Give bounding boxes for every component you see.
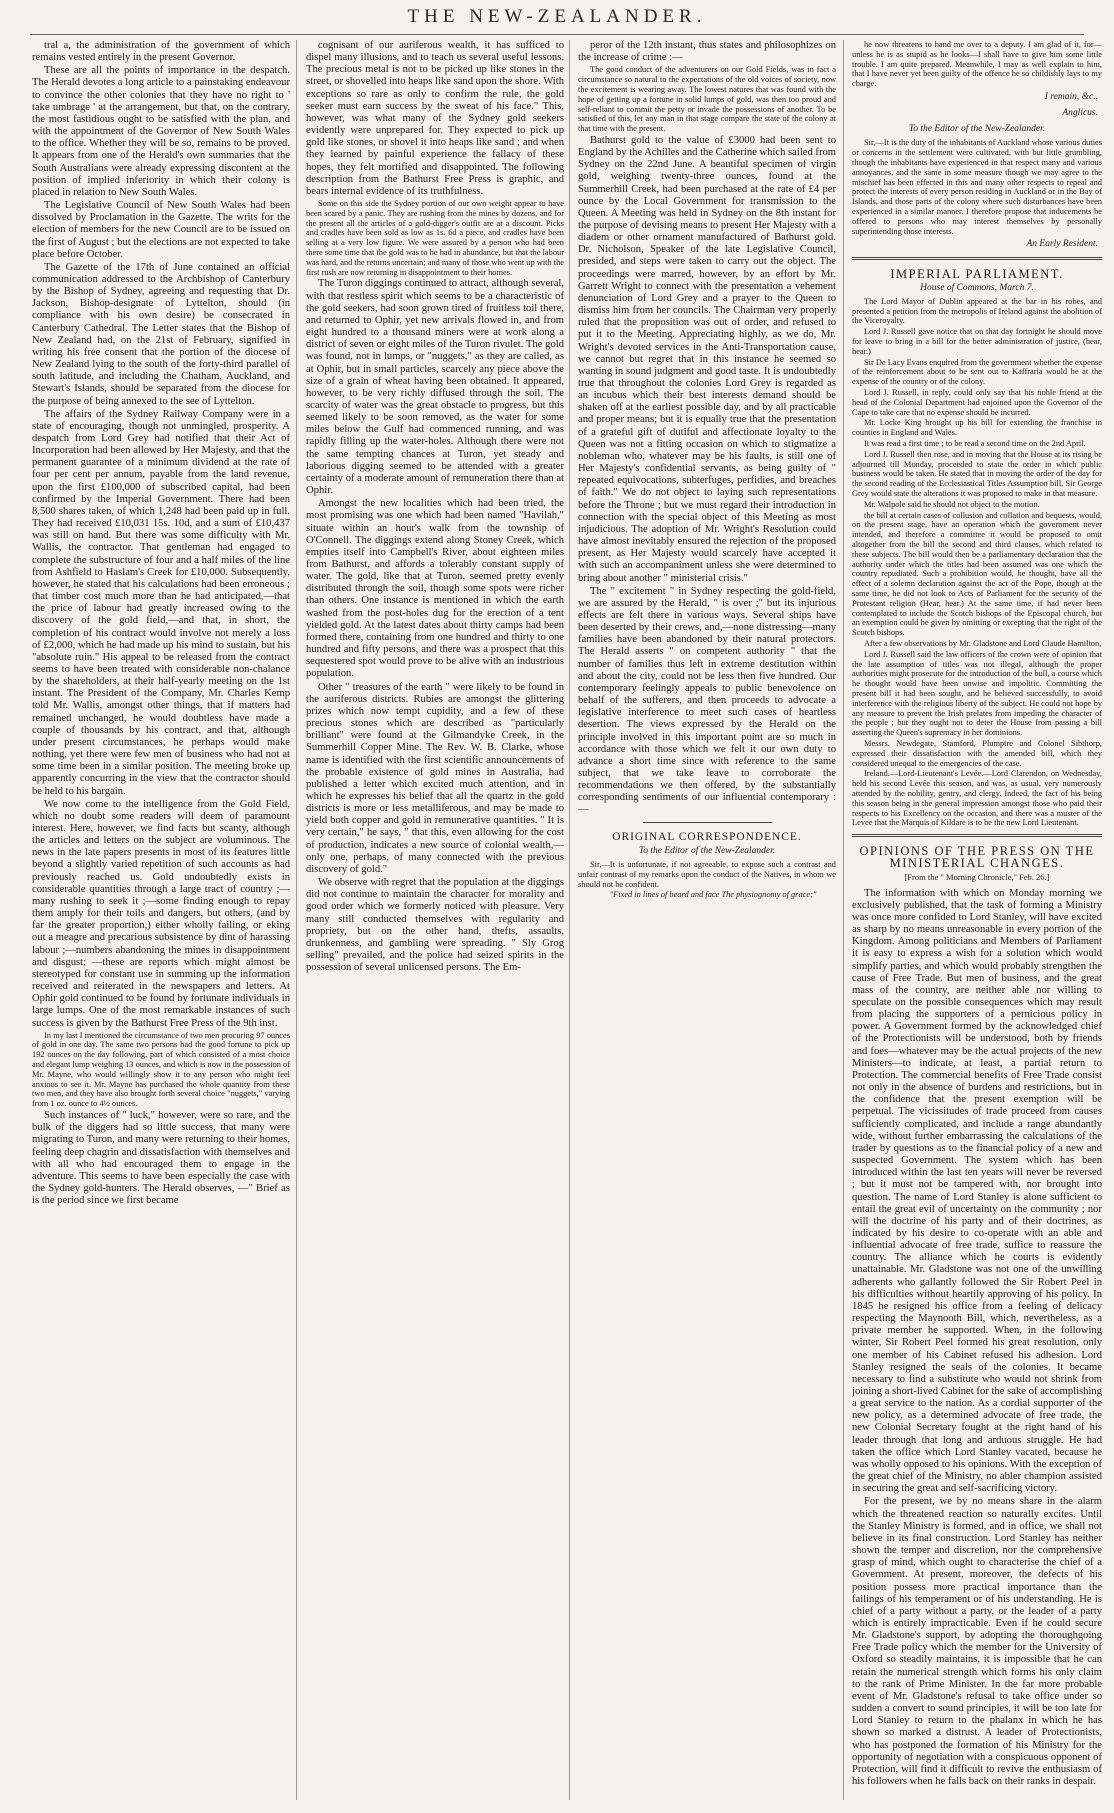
paragraph: Lord J. Russell said the law officers of the crown were of opinion that the late assumption of titles was not illegal, although the proper authorities might prosecute for the introduction of the bull, a course which he thought would have been unwise and impolitic. Committing the present bill it had been sought, and he believed successfully, to avoid interference with the religious liberty of the subject. He could not hope by any measure to prevent the Irish prelates from impeding the character of the people ; but they ought not to deter the House from passing a bill asserting the Queen's supremacy in her dominions.	[852, 649, 1102, 738]
correspondence-address: To the Editor of the New-Zealander.	[638, 845, 776, 856]
paragraph: We observe with regret that the population at the diggings did not continue to maintain the character for morality and good order which we formerly noticed with pleasure. Very many still conducted themselves with regularity and propriety, but on the other hand, thefts, assaults, drunkenness, and gambling were spreading. " Sly Grog selling" prevailed, and the police had seized spirits in the possession of several unlicensed persons. The Em-	[306, 877, 564, 974]
masthead: THE NEW-ZEALANDER.	[407, 6, 707, 27]
quoted-extract: The good conduct of the adventurers on our Gold Fields, was in fact a circumstance so natural to the expectations of the old voices of society, now the excitement is wearing away. The lowest natures that was found with the hope of getting up a fortune in solid lumps of gold, was then too proud and self-reliant to commit the petty or invade the possessions of another. To be satisfied of this, let any man in that stage compare the state of the colony at that time with the present.	[578, 65, 836, 134]
column-3	[578, 40, 836, 1800]
paragraph: For the present, we by no means share in the alarm which the threatened reaction so naturally excites. Until the Stanley Ministry is formed, and in office, we shall not believe in its final construction. Lord Stanley has neither shown the temper and discretion, nor the comprehensive grasp of mind, which ought to characterise the chief of a Government. At present, moreover, the defects of his position possess more practical importance than the failings of his temperament or of his understanding. He is chief of a party without a party, or the leader of a party which is entirely impracticable. Even if he could secure Mr. Gladstone's support, by adopting the thoroughgoing Free Trade policy which the member for the University of Oxford so steadily maintains, it is impossible that he can retain the numerical strength which forms his only claim to the rank of Prime Minister. In the far more probable event of Mr. Gladstone's refusal to take office under so sudden a convert to sound principles, it will be too late for Lord Stanley to return to the phalanx in which he has shown so marked a distrust. A leader of Protectionists, who has postponed the formation of his Ministry for the opportunity of negotiation with a conspicuous opponent of Protection, will find it difficult to revive the enthusiasm of his followers when he falls back on their ranks in despair.	[852, 1496, 1102, 1787]
column-1	[32, 40, 290, 1800]
paragraph: Lord J. Russell gave notice that on that day fortnight he should move for leave to bring in a bill for the better administration of justice, (hear, hear.)	[852, 327, 1102, 356]
letter-paragraph: Sir,—It is the duty of the inhabitants of Auckland whose various duties or concerns in the settlement were cultivated, with but little grumbling, though the inhabitants have experienced in that respect many and various annoyances, and the same in some measure though we may agree to the mischief has been effected in this and many other respects to repeal and protect the interests of every person residing in Auckland or in the Bay of Islands, and those parts of the colony where such disturbances have been experienced in a similar manner. I therefore propose that inducements be offered to persons who may interest themselves by personally superintending those interests.	[852, 138, 1102, 236]
paragraph: The Lord Mayor of Dublin appeared at the bar in his robes, and presented a petition from the metropolis of Ireland against the abolition of the Viceroyalty.	[852, 296, 1102, 326]
correspondence-quote: "Fixed in lines of beard and face The physiognomy of grace;"	[609, 890, 817, 900]
paragraph: The information with which on Monday morning we exclusively published, that the task of forming a Ministry was once more confided to Lord Stanley, will have excited as sharp by no means unreasonable in every portion of the Kingdom. Among politicians and Members of Parliament it is easy to express a wish for a solution which would simplify parties, and which would probably strengthen the cause of Free Trade. But men of business, and the great mass of the country, are neither able nor willing to speculate on the possible consequences which may result from placing the supporters of a pernicious policy in power. A Government formed by the acknowledged chief of the Protectionists will be understood, both by friends and foes—whatever may be the actual projects of the new Ministers—to indicate, at least, a partial return to Protection. The commercial benefits of Free Trade consist not only in the absence of burdens and restrictions, but in the confidence that the present exemption will be perpetual. The vicissitudes of trade proceed from causes sufficiently complicated, and include a range abundantly wide, without further embarrassing the calculations of the trader by questions as to the financial policy of a new and suspected Government. The system which has been introduced within the last ten years will never be reversed ; but it must not be tampered with, nor brought into question. The name of Lord Stanley is alone sufficient to entail the great evil of uncertainty on the community ; nor will the doctrine of his party and of their doctrines, as indicated by his desire to co-operate with an able and influential advocate of free trade, suffice to reassure the country. The alliance which he courts is evidently unattainable. Mr. Gladstone was not one of the unwilling adherents who gallantly followed the Sir Robert Peel in his difficulties without heartily approving of his policy. In 1845 he resigned his office from a feeling of delicacy respecting the Maynooth Bill, which, nevertheless, as a private member he supported. When, in the following winter, Sir Robert Peel formed his great resolution, only one member of his Cabinet refused his adhesion. Lord Stanley resigned the seals of the colonies. It became necessary to find a substitute who would not shrink from joining a short-lived Cabinet for the sake of accomplishing a great service to the nation. As a cordial supporter of the new policy, as a determined advocate of free trade, the new Colonial Secretary fought at the right hand of his leader through that long and arduous struggle. He had taken the office which Lord Stanley vacated, because he was wholly opposed to his opinions. With the exception of the great chief of the Ministry, no abler champion assisted in securing the great and self-sacrificing victory.	[852, 887, 1102, 1495]
column-divider	[569, 40, 570, 1800]
section-rule	[852, 257, 1102, 260]
paragraph: Mr. Walpole said he should not object to the motion.	[864, 499, 1040, 509]
column-divider	[843, 40, 844, 1800]
letter-address: To the Editor of the New-Zealander.	[908, 124, 1046, 135]
paragraph: Lord J. Russell, in reply, could only say that his noble friend at the head of the Colonial Department had enjoined upon the Governor of the Cape to take care that no expense should be incurred.	[852, 388, 1102, 417]
column-4	[852, 40, 1102, 1800]
paragraph: These are all the points of importance in the despatch. The Herald devotes a long article to a painstaking endeavour to convince the other colonies that they have no right to ' take umbrage ' at the arrangement, but that, on the contrary, the most fastidious ought to be satisfied with the plan, and with the appointment of the Governor of New South Wales to the office. Whether they will be so, remains to be proved. It appears from one of the Herald's own summaries that the South Australians were already expressing discontent at the position of implied inferiority in which their colony is placed in relation to New South Wales.	[32, 65, 290, 198]
section-rule	[643, 822, 772, 823]
opinions-source: [From the " Morning Chronicle," Feb. 26.]	[904, 872, 1050, 883]
paragraph: Lord J. Russell then rose, and in moving that the House at its rising be adjourned till Monday, proceeded to state the order in which public business would be taken. He stated that in moving the order of the day for the second reading of the Ecclesiastical Titles Assumption bill, Sir George Grey would state the alterations it was proposed to make in that measure.	[852, 449, 1102, 499]
paragraph: tral a, the administration of the government of which remains vested entirely in the present Governor.	[32, 40, 290, 64]
correspondence-heading: ORIGINAL CORRESPONDENCE.	[612, 830, 802, 843]
opinions-heading: OPINIONS OF THE PRESS ON THE MINISTERIAL CHANGES.	[859, 844, 1095, 871]
paragraph: Sir De Lacy Evans enquired from the government whether the expense of the reinforcement about to be sent out to Kaffraria would be at the expense of the country or of the colony.	[852, 357, 1102, 387]
paragraph: We now come to the intelligence from the Gold Field, which no doubt some readers will deem of paramount interest. Here, however, we find facts but scanty, although the articles and letters on the subject are voluminous. The news in the late papers presents in most of its features little beyond a slightly varied repetition of such accounts as had previously reached us. Gold undoubtedly exists in considerable quantities through a large tract of country ;—many rushing to seek it ;—some finding enough to repay them amply for their toils and dangers, but others, (and by far the greater proportion,) either wholly failing, or eking out a meagre and precarious subsistence by dint of harassing labour ;—numbers abandoning the mines in disappointment and disgust; —these are reports which might almost be stereotyped for constant use in summing up the information received and reiterated in the newspapers and letters. At Ophir gold continued to be found by fortunate individuals in large lumps. One of the most remarkable instances of such success is given by the Bathurst Free Press of the 9th inst.	[32, 798, 290, 1029]
letter-paragraph: he now threatens to hand me over to a deputy. I am glad of it, for—unless he is as stupid as he looks—I shall have to give him some little trouble. I am quite prepared. Meanwhile, I may as well explain to him, that I have never yet been guilty of the offence he so childishly lays to my charge.	[852, 40, 1102, 89]
paragraph: The Turon diggings continued to attract, although several, with that restless spirit which seems to be a characteristic of the gold seekers, had soon grown tired of fruitless toil there, and returned to Ophir, yet new arrivals flowed in, and from eight hundred to a thousand miners were at work along a district of seven or eight miles of the Turon rivulet. The gold was found, not in lumps, or "nuggets," as they are called, as at Ophir, but in small particles, scarcely any piece above the size of a grain of wheat having been obtained. It appeared, however, to be very richly diffused through the soil. The scarcity of water was the great obstacle to progress, but this seemed likely to be soon removed, as the water for some miles below the Gulf had commenced running, and was rapidly filling up the water-holes. Although there were not the same tempting chances at Turon, yet steady and laborious digging seemed to be attended with a greater certainty of a moderate amount of remuneration there than at Ophir.	[306, 278, 564, 497]
paragraph: It was read a first time ; to be read a second time on the 2nd April.	[864, 439, 1086, 449]
letter-signature: Anglicus.	[1062, 108, 1098, 119]
paragraph: Other " treasures of the earth " were likely to be found in the auriferous districts. Rubies are amongst the glittering prizes which now tempt cupidity, and a few of these precious stones which are described as "particularly brilliant" were found at the Gilmandyke Creek, in the Summerhill Copper Mine. The Rev. W. B. Clarke, whose name is identified with the first scientific announcements of the probable existence of gold mines in Australia, had published a letter which excited much attention, and in which he expresses his belief that all the quartz in the gold districts is more or less metalliferous, and may be made to yield both copper and gold in remunerative quantities. " It is very certain," he says, " that this, even allowing for the cost of production, indicates a new source of colonial wealth,—only one, perhaps, of many connected with the previous discovery of gold."	[306, 681, 564, 875]
section-rule	[852, 834, 1102, 837]
imperial-heading: IMPERIAL PARLIAMENT.	[890, 266, 1064, 281]
masthead-rule	[30, 34, 1084, 35]
paragraph: Messrs. Newdegate, Stamford, Plumptre and Colonel Sibthorp, expressed their dissatisfaction with the amended bill, which they considered unequal to the emergencies of the case.	[852, 738, 1102, 768]
paragraph: After a few observations by Mr. Gladstone and Lord Claude Hamilton,	[864, 638, 1102, 648]
letter-signature: An Early Resident.	[1026, 239, 1098, 250]
quoted-extract: In my last I mentioned the circumstance of two men procuring 97 ounces of gold in one day. The same two persons had the good fortune to pick up 192 ounces on the day following, part of which consisted of a most choice and elegant lump weighing 13 ounces, and which is now in the possession of Mr. Mayne, who would willingly show it to any person who might feel anxious to see it. Mr. Mayne has purchased the whole quantity from these two men, and they have also brought forth several choice "nuggets," varying from 1 oz. ounce to 4½ ounces.	[32, 1030, 290, 1109]
letter-closing: I remain, &c.,	[1044, 91, 1098, 102]
paragraph: Bathurst gold to the value of £3000 had been sent to England by the Achilles and the Catherine which sailed from Sydney on the 22nd June. A beautiful specimen of virgin gold, weighing twenty-three ounces, found at the Summerhill Creek, had been purchased at the rate of £4 per ounce by the Local Government for transmission to the Queen. A Meeting was held in Sydney on the 8th instant for the purpose of devising means to present Her Majesty with a diadem or other ornament manufactured of Bathurst gold. Dr. Nicholson, Speaker of the late Legislative Council, presided, and steps were taken to carry out the object. The proceedings were marred, however, by an effort by Mr. Garrett Wright to connect with the presentation a vehement denunciation of Lord Grey and a prayer to the Queen to dismiss him from her councils. The Chairman very properly ruled that the proposition was out of order, and refused to put it to the Meeting. Appreciating highly, as we do, Mr. Wright's devoted services in the Anti-Transportation cause, we cannot but regret that in this instance he seemed so wanting in sound judgment and good taste. It is undoubtedly true that throughout the colonies Lord Grey is regarded as an incubus which their best interests demand should be shaken off at the earliest possible day, and by all practicable and proper means; but it is equally true that the presentation of a grateful gift of dutiful and affectionate loyalty to the Queen was not a fitting occasion on which to stigmatize a nobleman who, whatever may be his faults, is still one of Her Majesty's confidential servants, as being guilty of " repeated equivocations, subterfuges, perfidies, and breaches of faith." We do not object to laying such representations before the Throne ; but we must regard their introduction in connection with the special object of this Meeting as most injudicious. The adoption of Mr. Wright's Resolution could have almost inevitably ensured the rejection of the proposed present, as Her Majesty would scarcely have accepted it with such an accompaniment unless she were determined to bring about another " ministerial crisis."	[578, 134, 836, 584]
paragraph: cognisant of our auriferous wealth, it has sufficed to dispel many illusions, and to teach us several useful lessons. The precious metal is not to be picked up like stones in the street, or shovelled into heaps like sand upon the shore. With exceptions so rare as only to confirm the rule, the gold seeker must earn success by the sweat of his face." This, however, was what many of the Sydney gold seekers evidently were unprepared for. They expected to pick up gold like stones, or shovel it into heaps like sand ; and when they learned by painful experience the fallacy of these hopes, they felt mortified and disappointed. The following description from the Bathurst Free Press is graphic, and bears internal evidence of its truthfulness.	[306, 40, 564, 197]
column-2	[306, 40, 564, 1800]
paragraph: The affairs of the Sydney Railway Company were in a state of encouraging, though not unmingled, prosperity. A despatch from Lord Grey had notified that their Act of Incorporation had been allowed by Her Majesty, and that the permanent guarantee of a minimum dividend at the rate of four per cent per annum, payable from the land revenue, upon the first £100,000 of subscribed capital, had been confirmed by the Imperial Government. There had been 8,500 shares taken, of which 1,248 had been paid up in full. They had received £10,031 15s. 10d, and a sum of £10,437 was still on hand. But there was some difficulty with Mr. Wallis, the contractor. That gentleman had engaged to complete the substructure of four and a half miles of the line from Ashfield to Haslam's Creek for £10,000. Subsequently, however, he stated that his calculations had been erroneous ; that timber cost much more than he had anticipated,—that the price of labour had greatly increased owing to the discovery of the gold field,—and that, in short, the completion of his contract would involve not merely a loss of £2,000, which he had made up his mind to sustain, but his "absolute ruin." His appeal to be released from the contract seems to have been treated with considerable non-chalance by the shareholders, at their half-yearly meeting on the 1st instant. The President of the Company, Mr. Charles Kemp told Mr. Wallis, amongst other things, that if matters had remained unchanged, he would doubtless have made a couple of thousands by his contract, and that, although under present circumstances, he perhaps would make nothing, yet there were few men of business who had not at some time been in a similar position. The meeting broke up apparently concurring in the view that the contractor should be held to his bargain.	[32, 408, 290, 797]
paragraph: Such instances of " luck," however, were so rare, and the bulk of the diggers had so little success, that many were migrating to Turon, and many were returning to their homes, feeling deep chagrin and dissatisfaction with themselves and with all who had encouraged them to engage in the adventure. This seems to have been especially the case with the Sydney gold-hunters. The Herald observes, —" Brief as is the period since we first became	[32, 1110, 290, 1207]
paragraph: The Gazette of the 17th of June contained an official communication addressed to the Archbishop of Canterbury by the Bishop of Sydney, agreeing and requesting that Dr. Jackson, Bishop-designate of Lyttelton, should (in compliance with his own desire) be consecrated in Canterbury Cathedral. The Letter states that the Bishop of New Zealand had, on the 21st of February, signified in writing his free consent that the portion of the diocese of New Zealand lying to the south of the forty-third parallel of south latitude, and including the Chatham, Auckland, and Stewart's Islands, should be separated from the diocese for the purpose of being annexed to the see of Lyttelton.	[32, 261, 290, 407]
correspondence-text: Sir,—It is unfortunate, if not agreeable, to expose such a contrast and unfair contrast of my remarks upon the conduct of the Natives, in whom we should not be confident.	[578, 859, 836, 889]
imperial-subheading: House of Commons, March 7.	[920, 282, 1034, 293]
paragraph: Amongst the new localities which had been tried, the most promising was one which had been named "Havilah," situate within an hour's walk from the township of O'Connell. The diggings extend along Stoney Creek, which empties itself into Campbell's River, about eighteen miles from Bathurst, and affords a tolerably constant supply of water. The gold, like that at Turon, seemed pretty evenly distributed through the soil, though some spots were richer than others. One instance is mentioned in which the earth washed from the post-holes dug for the erection of a tent yielded gold. At the latest dates about thirty camps had been formed there, containing from one hundred and thirty to one hundred and fifty persons, and there was a prospect that this sequestered spot would prove to be alive with an industrious population.	[306, 498, 564, 680]
paragraph: Mr. Locke King brought up his bill for extending the franchise in counties in England and Wales.	[852, 418, 1102, 438]
quoted-extract: Some on this side the Sydney portion of our own weight appear to have been scared by a panic. They are rushing from the mines by dozens, and for the present all the articles of a gold-digger's outfit are at a discount. Picks and cradles have been sold as low as 1s. 6d a piece, and cradles have been selling at a very low figure. We were assured by a person who had been there some time that the gold was to be had in abundance, but that the labour was hard, and the returns uncertain; and many of those who went up with the first rush are now returning in disappointment to their homes.	[306, 199, 564, 277]
paragraph: the bill at certain cases of collusion and collation and bequests, would, on the present stage, have an operation which the government never intended, and therefore a committee it would be proposed to omit altogether from the bill the second and third clauses, which related to these subjects. The bill would then be a parliamentary declaration that the authority under which the titles had been assumed was one which the country repudiated. Such a prohibition would, he thought, have all the effect of a solemn declaration against the act of the Pope, though at the same time, he did not look to Acts of Parliament for the security of the Protestant religion (Hear, hear.) At the same time, if had never been contemplated to include the Scotch bishops of the Episcopal church, but an exemption could be given by omitting or excepting that the right of the Scotch bishops.	[852, 510, 1102, 638]
paragraph: Ireland.—Lord-Lieutenant's Levée.—Lord Clarendon, on Wednesday, held his second Levée this season, and was, as usual, very numerously attended by the nobility, gentry, and clergy. Indeed, the fact of his being this season being in the general impression amongst those who paid their respects to his Excellency on the occasion, and there was a muster of the Levee that the Marquis of Kildare is to be the new Lord Lieutenant.	[852, 769, 1102, 828]
column-divider	[296, 40, 297, 1800]
paragraph: The Legislative Council of New South Wales had been dissolved by Proclamation in the Gazette. The writs for the election of members for the new Council are to be issued on the first of August ; but the elections are not expected to take place before October.	[32, 200, 290, 260]
paragraph: The " excitement " in Sydney respecting the gold-field, we are assured by the Herald, " is over ;" but its injurious effects are felt there in various ways. Several ships have been deserted by their crews, and,—none distressing—many families have been abandoned by their natural protectors. The Herald asserts " on competent authority " that the number of families thus left in extreme destitution within and about the city, could not be less then five hundred. Our contemporary feelingly appeals to public benevolence on behalf of the sufferers, and then proceeds to advocate a legislative interference to meet such cases of heartless desertion. The views expressed by the Herald on the principle involved in this important point are so much in accordance with those which we felt it our own duty to advance a short time since with reference to the same subject, that we take leave to corroborate the recommendations we then offered, by the substantially corresponding sentiments of our influential contemporary :—	[578, 585, 836, 816]
paragraph: peror of the 12th instant, thus states and philosophizes on the increase of crime :—	[578, 40, 836, 64]
